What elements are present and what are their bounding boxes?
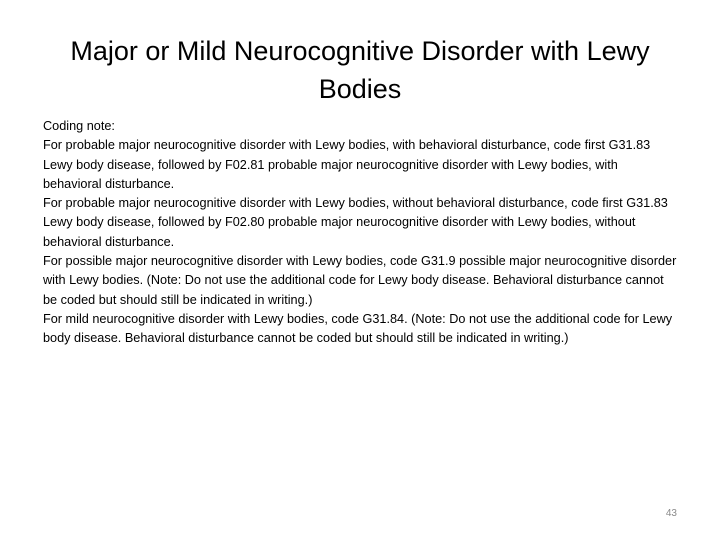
slide-body [43, 117, 679, 349]
page-number: 43 [665, 508, 677, 519]
coding-note-paragraph: For probable major neurocognitive disorder with Lewy bodies, with behavioral disturbance, code first G31.83 Lewy body disease, followed by F02.81 probable major neurocognitive disorder with Lewy bodies, with behavioral disturbance. [43, 138, 651, 191]
coding-note-heading: Coding note: [43, 119, 115, 133]
coding-note-paragraph: For mild neurocognitive disorder with Lewy bodies, code G31.84. (Note: Do not use the additional code for Lewy body disease. Behavioral disturbance cannot be coded but should still be indicated in writing.) [43, 311, 673, 346]
coding-note-paragraph: For probable major neurocognitive disorder with Lewy bodies, without behavioral disturbance, code first G31.83 Lewy body disease, followed by F02.80 probable major neurocognitive disorder with Lewy bodies, without behavioral disturbance. [43, 196, 668, 249]
slide-title: Major or Mild Neurocognitive Disorder with Lewy Bodies [70, 36, 650, 104]
coding-note-paragraph: For possible major neurocognitive disorder with Lewy bodies, code G31.9 possible major neurocognitive disorder with Lewy bodies. (Note: Do not use the additional code for Lewy body disease. Behavioral disturbance cannot be coded but should still be indicated in writing.) [43, 254, 677, 307]
